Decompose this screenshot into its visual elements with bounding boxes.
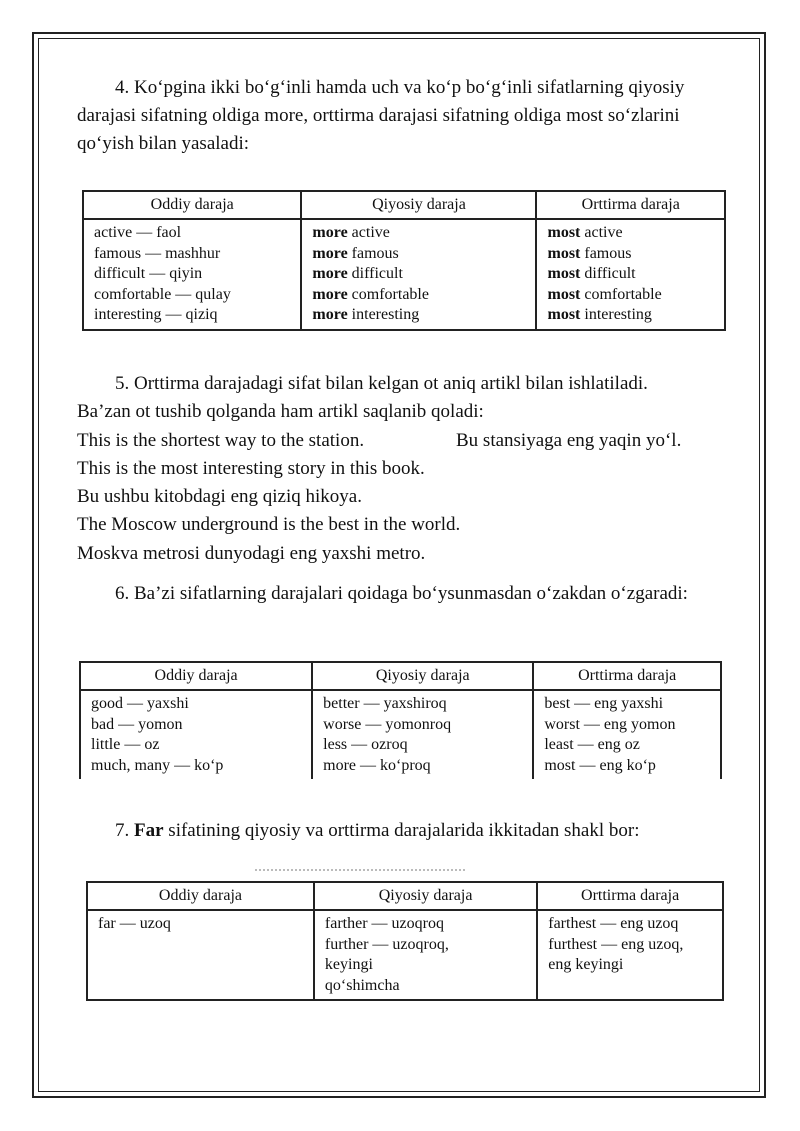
table-row-text: worst — eng yomon [544, 715, 676, 733]
table-row-text: famous — mashhur [94, 244, 221, 262]
table2-header-qiyosiy: Qiyosiy daraja [312, 662, 533, 690]
table-row-text: less — ozroq [323, 736, 408, 753]
rule-7-line [77, 817, 639, 845]
table3-header-qiyosiy: Qiyosiy daraja [314, 882, 537, 910]
table2-header-oddiy: Oddiy daraja [80, 662, 312, 690]
table-row-text: most interesting [547, 306, 652, 323]
table-row-text: most active [547, 224, 623, 241]
table1-header-qiyosiy: Qiyosiy daraja [301, 191, 536, 219]
rule-5-text-1: Orttirma darajadagi sifat bilan kelgan ot aniq artikl bilan ishlatiladi. [134, 373, 648, 394]
table-row-text: farthest — eng uzoq [548, 915, 679, 932]
table1-orttirma-cell [536, 219, 725, 330]
example-3-english: The Moscow underground is the best in the world. [77, 514, 461, 535]
table-row-text: more famous [312, 244, 399, 262]
table1-header-oddiy: Oddiy daraja [83, 191, 301, 219]
table-row-text: far — uzoq [98, 915, 171, 932]
table-row-text: more active [312, 224, 390, 241]
table-row-text: bad — yomon [91, 715, 183, 733]
table-row-text: much, many — ko‘p [91, 756, 224, 774]
table-row-text: more difficult [312, 265, 403, 282]
table-row-text: more interesting [312, 306, 420, 323]
example-1-english: This is the shortest way to the station. [77, 430, 365, 451]
rule-6-text: Ba’zi sifatlarning darajalari qoidaga bo‘ysunmasdan o‘zakdan o‘zgaradi: [134, 583, 688, 604]
table-row-text: best — eng yaxshi [544, 695, 664, 712]
rule-5-number: 5. [115, 373, 130, 394]
rule-7-number: 7. [115, 820, 130, 841]
regular-comparison-table [82, 190, 726, 331]
table-row-text: most famous [547, 244, 632, 262]
rule-7-text: sifatining qiyosiy va orttirma darajalarida ikkitadan shakl bor: [168, 820, 640, 841]
table3-oddiy-cell [87, 910, 314, 1000]
table2-qiyosiy-cell [312, 690, 533, 779]
table2-oddiy-cell [80, 690, 312, 779]
table1-header-orttirma: Orttirma daraja [536, 191, 725, 219]
table-row-text: further — uzoqroq, [324, 935, 449, 953]
table-row-text: most difficult [547, 265, 636, 282]
example-2-uzbek: Bu ushbu kitobdagi eng qiziq hikoya. [77, 486, 362, 507]
table-row-text: furthest — eng uzoq, [548, 935, 684, 953]
rule-4-number: 4. [115, 77, 130, 98]
table1-qiyosiy-cell [301, 219, 536, 330]
faded-artifact-line [255, 869, 465, 875]
rule-7-bold-word: Far [134, 820, 164, 841]
table-row-text: little — oz [91, 736, 160, 753]
table-row-text: least — eng oz [544, 736, 640, 753]
table-row-text: farther — uzoqroq [324, 915, 444, 932]
table-row-text: more comfortable [312, 285, 429, 303]
table-row-text: eng keyingi [548, 956, 624, 973]
example-3-uzbek: Moskva metrosi dunyodagi eng yaxshi metro. [77, 543, 426, 564]
table-row-text: interesting — qiziq [94, 306, 218, 323]
table3-header-oddiy: Oddiy daraja [87, 882, 314, 910]
table-row-text: comfortable — qulay [94, 285, 231, 303]
rule-5-line-1 [77, 370, 648, 398]
table1-oddiy-cell [83, 219, 301, 330]
table-row-text: most comfortable [547, 285, 662, 303]
rule-4-text: Ko‘pgina ikki bo‘g‘inli hamda uch va ko‘p bo‘g‘inli sifatlarning qiyosiy darajasi sifatning oldiga more, orttirma darajasi sifatning oldiga most so‘zlarini qo‘yish bilan yasaladi: [77, 77, 685, 154]
table-row-text: difficult — qiyin [94, 265, 203, 282]
table-row-text: more — ko‘proq [323, 756, 431, 774]
table-row-text: keyingi [324, 956, 373, 973]
table-row-text: active — faol [94, 224, 182, 241]
table-row-text: qo‘shimcha [324, 976, 400, 994]
far-comparison-table [86, 881, 724, 1001]
rule-5-text-2: Ba’zan ot tushib qolganda ham artikl saqlanib qoladi: [77, 401, 484, 422]
table2-header-orttirma: Orttirma daraja [533, 662, 721, 690]
table-row-text: most — eng ko‘p [544, 756, 656, 774]
table3-orttirma-cell [537, 910, 723, 1000]
example-1-uzbek: Bu stansiyaga eng yaqin yo‘l. [456, 430, 682, 451]
rule-6-number: 6. [115, 583, 130, 604]
rule-6-paragraph [77, 580, 727, 608]
table3-header-orttirma: Orttirma daraja [537, 882, 723, 910]
table-row-text: worse — yomonroq [323, 715, 452, 733]
table2-orttirma-cell [533, 690, 721, 779]
table-row-text: good — yaxshi [91, 695, 189, 712]
table-row-text: better — yaxshiroq [323, 695, 447, 712]
rule-4-paragraph [77, 74, 727, 158]
example-2-english: This is the most interesting story in this book. [77, 458, 425, 479]
irregular-comparison-table [79, 661, 722, 779]
table3-qiyosiy-cell [314, 910, 537, 1000]
